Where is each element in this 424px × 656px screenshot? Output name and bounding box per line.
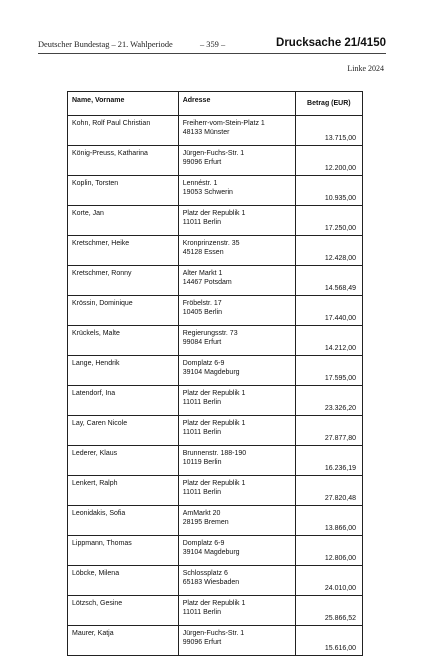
address-street: Schlossplatz 6 <box>182 570 228 577</box>
address-city: 65183 Wiesbaden <box>182 579 240 587</box>
table-header-row <box>68 92 363 116</box>
amount-cell: 27.877,80 <box>295 416 362 446</box>
amount-cell: 25.866,52 <box>295 596 362 626</box>
address-city: 45128 Essen <box>182 249 224 257</box>
page-number: – 359 – <box>200 40 226 49</box>
address-city: 39104 Magdeburg <box>182 549 240 557</box>
address-cell <box>178 296 295 326</box>
document-number <box>276 37 386 49</box>
table-row <box>68 146 363 176</box>
address-city: 11011 Berlin <box>182 489 221 497</box>
table-row <box>68 296 363 326</box>
amount-cell: 27.820,48 <box>295 476 362 506</box>
address-street: Regierungsstr. 73 <box>182 330 238 337</box>
address-street: Alter Markt 1 <box>182 270 223 277</box>
name-cell: Löbcke, Milena <box>68 566 179 596</box>
address-city: 99096 Erfurt <box>182 159 222 167</box>
column-header-address: Adresse <box>178 92 295 116</box>
address-cell <box>178 116 295 146</box>
address-city: 10405 Berlin <box>182 309 223 317</box>
table-row <box>68 476 363 506</box>
amount-cell: 10.935,00 <box>295 176 362 206</box>
name-cell: Korte, Jan <box>68 206 179 236</box>
name-cell: Kretschmer, Ronny <box>68 266 179 296</box>
address-cell <box>178 506 295 536</box>
party-year-label: Linke 2024 <box>347 64 384 73</box>
table-row <box>68 116 363 146</box>
name-cell: Lay, Caren Nicole <box>68 416 179 446</box>
name-cell: Lötzsch, Gesine <box>68 596 179 626</box>
name-cell: Lenkert, Ralph <box>68 476 179 506</box>
address-cell <box>178 176 295 206</box>
amount-cell: 12.428,00 <box>295 236 362 266</box>
table-body <box>68 116 363 656</box>
address-street: Jürgen-Fuchs-Str. 1 <box>182 630 245 637</box>
address-city: 39104 Magdeburg <box>182 369 240 377</box>
name-cell: Lange, Hendrik <box>68 356 179 386</box>
address-street: Fröbelstr. 17 <box>182 300 222 307</box>
table-row <box>68 326 363 356</box>
address-cell <box>178 536 295 566</box>
table-row <box>68 266 363 296</box>
amount-cell: 13.866,00 <box>295 506 362 536</box>
address-cell <box>178 446 295 476</box>
amount-cell: 23.326,20 <box>295 386 362 416</box>
table-row <box>68 596 363 626</box>
amount-cell: 12.806,00 <box>295 536 362 566</box>
table-row <box>68 386 363 416</box>
amount-cell: 13.715,00 <box>295 116 362 146</box>
amount-cell: 14.568,49 <box>295 266 362 296</box>
table-row <box>68 356 363 386</box>
name-cell: Maurer, Katja <box>68 626 179 656</box>
header-left: Deutscher Bundestag – 21. Wahlperiode <box>38 40 173 49</box>
address-cell <box>178 566 295 596</box>
amount-cell: 16.236,19 <box>295 446 362 476</box>
name-cell: Koplin, Torsten <box>68 176 179 206</box>
address-street: Kronprinzenstr. 35 <box>182 240 240 247</box>
name-cell: König-Preuss, Katharina <box>68 146 179 176</box>
address-city: 48133 Münster <box>182 129 230 137</box>
address-cell <box>178 206 295 236</box>
address-city: 19053 Schwerin <box>182 189 233 197</box>
name-cell: Lederer, Klaus <box>68 446 179 476</box>
address-city: 11011 Berlin <box>182 609 221 617</box>
address-street: Platz der Republik 1 <box>182 480 246 487</box>
address-cell <box>178 416 295 446</box>
name-cell: Kretschmer, Heike <box>68 236 179 266</box>
address-cell <box>178 266 295 296</box>
address-cell <box>178 596 295 626</box>
column-header-name: Name, Vorname <box>68 92 179 116</box>
amount-cell: 24.010,00 <box>295 566 362 596</box>
name-cell: Latendorf, Ina <box>68 386 179 416</box>
amount-cell: 12.200,00 <box>295 146 362 176</box>
address-cell <box>178 146 295 176</box>
amount-cell: 17.440,00 <box>295 296 362 326</box>
address-street: Lennéstr. 1 <box>182 180 218 187</box>
name-cell: Lippmann, Thomas <box>68 536 179 566</box>
document-number-prefix: Drucksache 21/ <box>276 37 361 49</box>
donations-table <box>67 91 363 656</box>
name-cell: Kohn, Rolf Paul Christian <box>68 116 179 146</box>
address-city: 10119 Berlin <box>182 459 222 467</box>
table-row <box>68 446 363 476</box>
header-rule <box>38 53 386 54</box>
address-cell <box>178 326 295 356</box>
name-cell: Krückels, Malte <box>68 326 179 356</box>
amount-cell: 14.212,00 <box>295 326 362 356</box>
address-street: Platz der Republik 1 <box>182 210 246 217</box>
address-city: 28195 Bremen <box>182 519 229 527</box>
table-row <box>68 206 363 236</box>
table-row <box>68 626 363 656</box>
address-cell <box>178 386 295 416</box>
address-street: Brunnenstr. 188-190 <box>182 450 247 457</box>
name-cell: Leonidakis, Sofia <box>68 506 179 536</box>
table-row <box>68 236 363 266</box>
address-street: Domplatz 6-9 <box>182 360 225 367</box>
address-city: 11011 Berlin <box>182 429 221 437</box>
address-city: 11011 Berlin <box>182 399 221 407</box>
address-cell <box>178 476 295 506</box>
amount-cell: 15.616,00 <box>295 626 362 656</box>
column-header-amount: Betrag (EUR) <box>295 92 362 116</box>
address-city: 99084 Erfurt <box>182 339 222 347</box>
amount-cell: 17.595,00 <box>295 356 362 386</box>
address-cell <box>178 626 295 656</box>
table-row <box>68 536 363 566</box>
name-cell: Krössin, Dominique <box>68 296 179 326</box>
document-number-value: 4150 <box>360 37 386 49</box>
address-city: 99096 Erfurt <box>182 639 222 647</box>
address-street: Jürgen-Fuchs-Str. 1 <box>182 150 245 157</box>
address-street: Freiherr-vom-Stein-Platz 1 <box>182 120 265 127</box>
table-row <box>68 566 363 596</box>
amount-cell: 17.250,00 <box>295 206 362 236</box>
address-street: AmMarkt 20 <box>182 510 221 517</box>
table-row <box>68 506 363 536</box>
address-street: Platz der Republik 1 <box>182 390 246 397</box>
address-street: Platz der Republik 1 <box>182 420 246 427</box>
address-street: Platz der Republik 1 <box>182 600 246 607</box>
address-cell <box>178 236 295 266</box>
address-street: Domplatz 6-9 <box>182 540 225 547</box>
address-cell <box>178 356 295 386</box>
address-city: 14467 Potsdam <box>182 279 232 287</box>
table-row <box>68 416 363 446</box>
table-row <box>68 176 363 206</box>
address-city: 11011 Berlin <box>182 219 221 227</box>
